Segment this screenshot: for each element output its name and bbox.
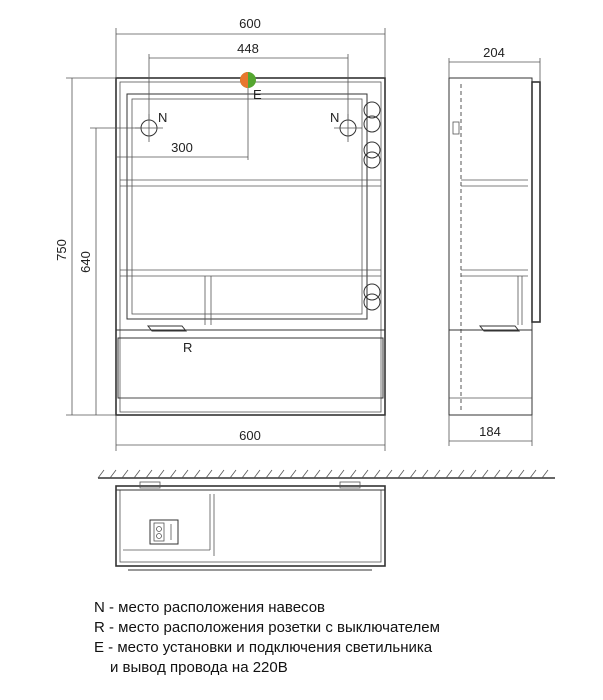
side-body <box>449 78 532 415</box>
dim-label-600-bottom: 600 <box>239 428 261 443</box>
label-n-left: N <box>158 110 168 125</box>
dim-label-640: 640 <box>78 251 93 273</box>
dim-label-204: 204 <box>483 45 505 60</box>
lower-drawer <box>118 338 383 398</box>
front-view <box>54 16 385 451</box>
dim-label-300: 300 <box>171 140 193 155</box>
legend-r: R - место расположения розетки с выключателем <box>94 619 440 636</box>
legend <box>94 598 594 678</box>
section-body <box>116 486 385 566</box>
legend-e-line2: и вывод провода на 220В <box>110 659 288 676</box>
side-view <box>449 45 540 446</box>
legend-n: N - место расположения навесов <box>94 599 326 616</box>
dim-label-184: 184 <box>479 424 501 439</box>
dim-label-448: 448 <box>237 41 259 56</box>
cabinet-inner-outline <box>120 82 381 412</box>
light-point <box>240 72 256 160</box>
label-r: R <box>183 340 193 355</box>
label-e: E <box>253 87 262 102</box>
legend-e-line1: E - место установки и подключения светильника <box>94 639 433 656</box>
dim-750 <box>66 78 116 415</box>
cabinet-outline <box>116 78 385 415</box>
dim-label-600-top: 600 <box>239 16 261 31</box>
hinges <box>364 102 380 310</box>
dim-label-750: 750 <box>54 239 69 261</box>
mirror-door-inner <box>132 99 362 314</box>
side-door-edge <box>532 82 540 322</box>
section-view <box>98 470 555 570</box>
label-n-right: N <box>330 110 340 125</box>
